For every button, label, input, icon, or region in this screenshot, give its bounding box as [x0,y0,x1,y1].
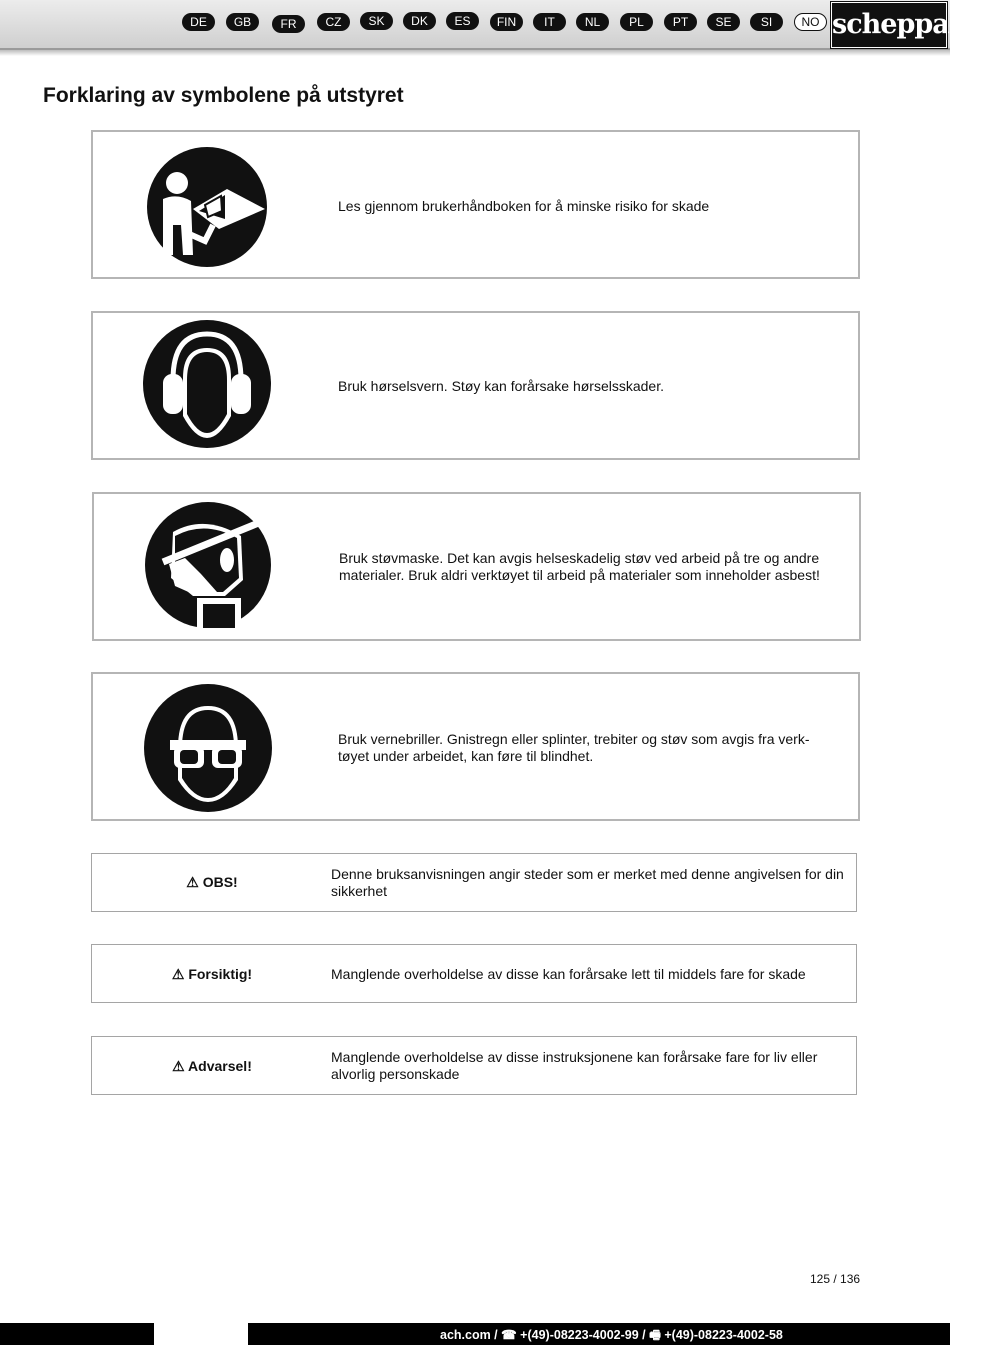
warning-box-advarsel [91,1036,857,1095]
warning-text-obs: Denne bruksanvisningen angir steder som er merket med denne angivelsen for din sikkerhet [331,866,844,899]
warning-label-obs: ⚠ OBS! [186,874,238,890]
header-shadow [0,50,950,56]
symbol-text-ear-protection: Bruk hørselsvern. Støy kan forårsake hørselsskader. [338,378,664,394]
warning-box-forsiktig [91,944,857,1003]
read-manual-icon [147,147,267,267]
page-number: 125 / 136 [810,1272,861,1286]
lang-es[interactable]: ES [446,12,479,30]
warning-box-obs [91,853,857,912]
footer-contact: ach.com / ☎ +(49)-08223-4002-99 / 🖷 +(49)-08223-4002-58 [440,1328,783,1342]
brand-logo: scheppach [831,2,947,48]
lang-pt[interactable]: PT [664,13,697,31]
symbol-text-safety-goggles: Bruk vernebriller. Gnistregn eller splinter, trebiter og støv som avgis fra verk- tøyet under arbeidet, kan føre til blindhet. [338,731,810,764]
symbol-box-dust-mask [92,492,861,641]
header-bar [0,0,983,50]
symbol-box-read-manual [91,130,860,279]
lang-it[interactable]: IT [533,13,566,31]
safety-goggles-icon [144,684,272,812]
warning-label-forsiktig: ⚠ Forsiktig! [171,966,253,982]
lang-fr[interactable]: FR [272,15,305,33]
lang-sk[interactable]: SK [360,12,393,30]
symbol-box-safety-goggles [91,672,860,821]
lang-no[interactable]: NO [794,13,827,31]
lang-dk[interactable]: DK [403,12,436,30]
dust-mask-icon [145,502,271,628]
symbol-text-dust-mask: Bruk støvmaske. Det kan avgis helseskadelig støv ved arbeid på tre og andre materialer. Bruk aldri verktøyet til arbeid på materialer som inneholder asbest! [339,550,820,583]
warning-label-advarsel: ⚠ Advarsel! [172,1058,252,1074]
symbol-box-ear-protection [91,311,860,460]
lang-fin[interactable]: FIN [490,13,523,31]
warning-text-advarsel: Manglende overholdelse av disse instruksjonene kan forårsake fare for liv eller alvorlig personskade [331,1049,818,1082]
footer-bar [0,1323,950,1345]
lang-cz[interactable]: CZ [317,13,350,31]
ear-protection-icon [143,320,271,448]
footer-gap [154,1323,248,1345]
lang-gb[interactable]: GB [226,13,259,31]
page-title: Forklaring av symbolene på utstyret [43,84,404,107]
lang-nl[interactable]: NL [576,13,609,31]
warning-text-forsiktig: Manglende overholdelse av disse kan forårsake lett til middels fare for skade [331,966,806,982]
lang-de[interactable]: DE [182,13,215,31]
lang-si[interactable]: SI [750,13,783,31]
lang-pl[interactable]: PL [620,13,653,31]
symbol-text-read-manual: Les gjennom brukerhåndboken for å minske risiko for skade [338,198,710,214]
lang-se[interactable]: SE [707,13,740,31]
